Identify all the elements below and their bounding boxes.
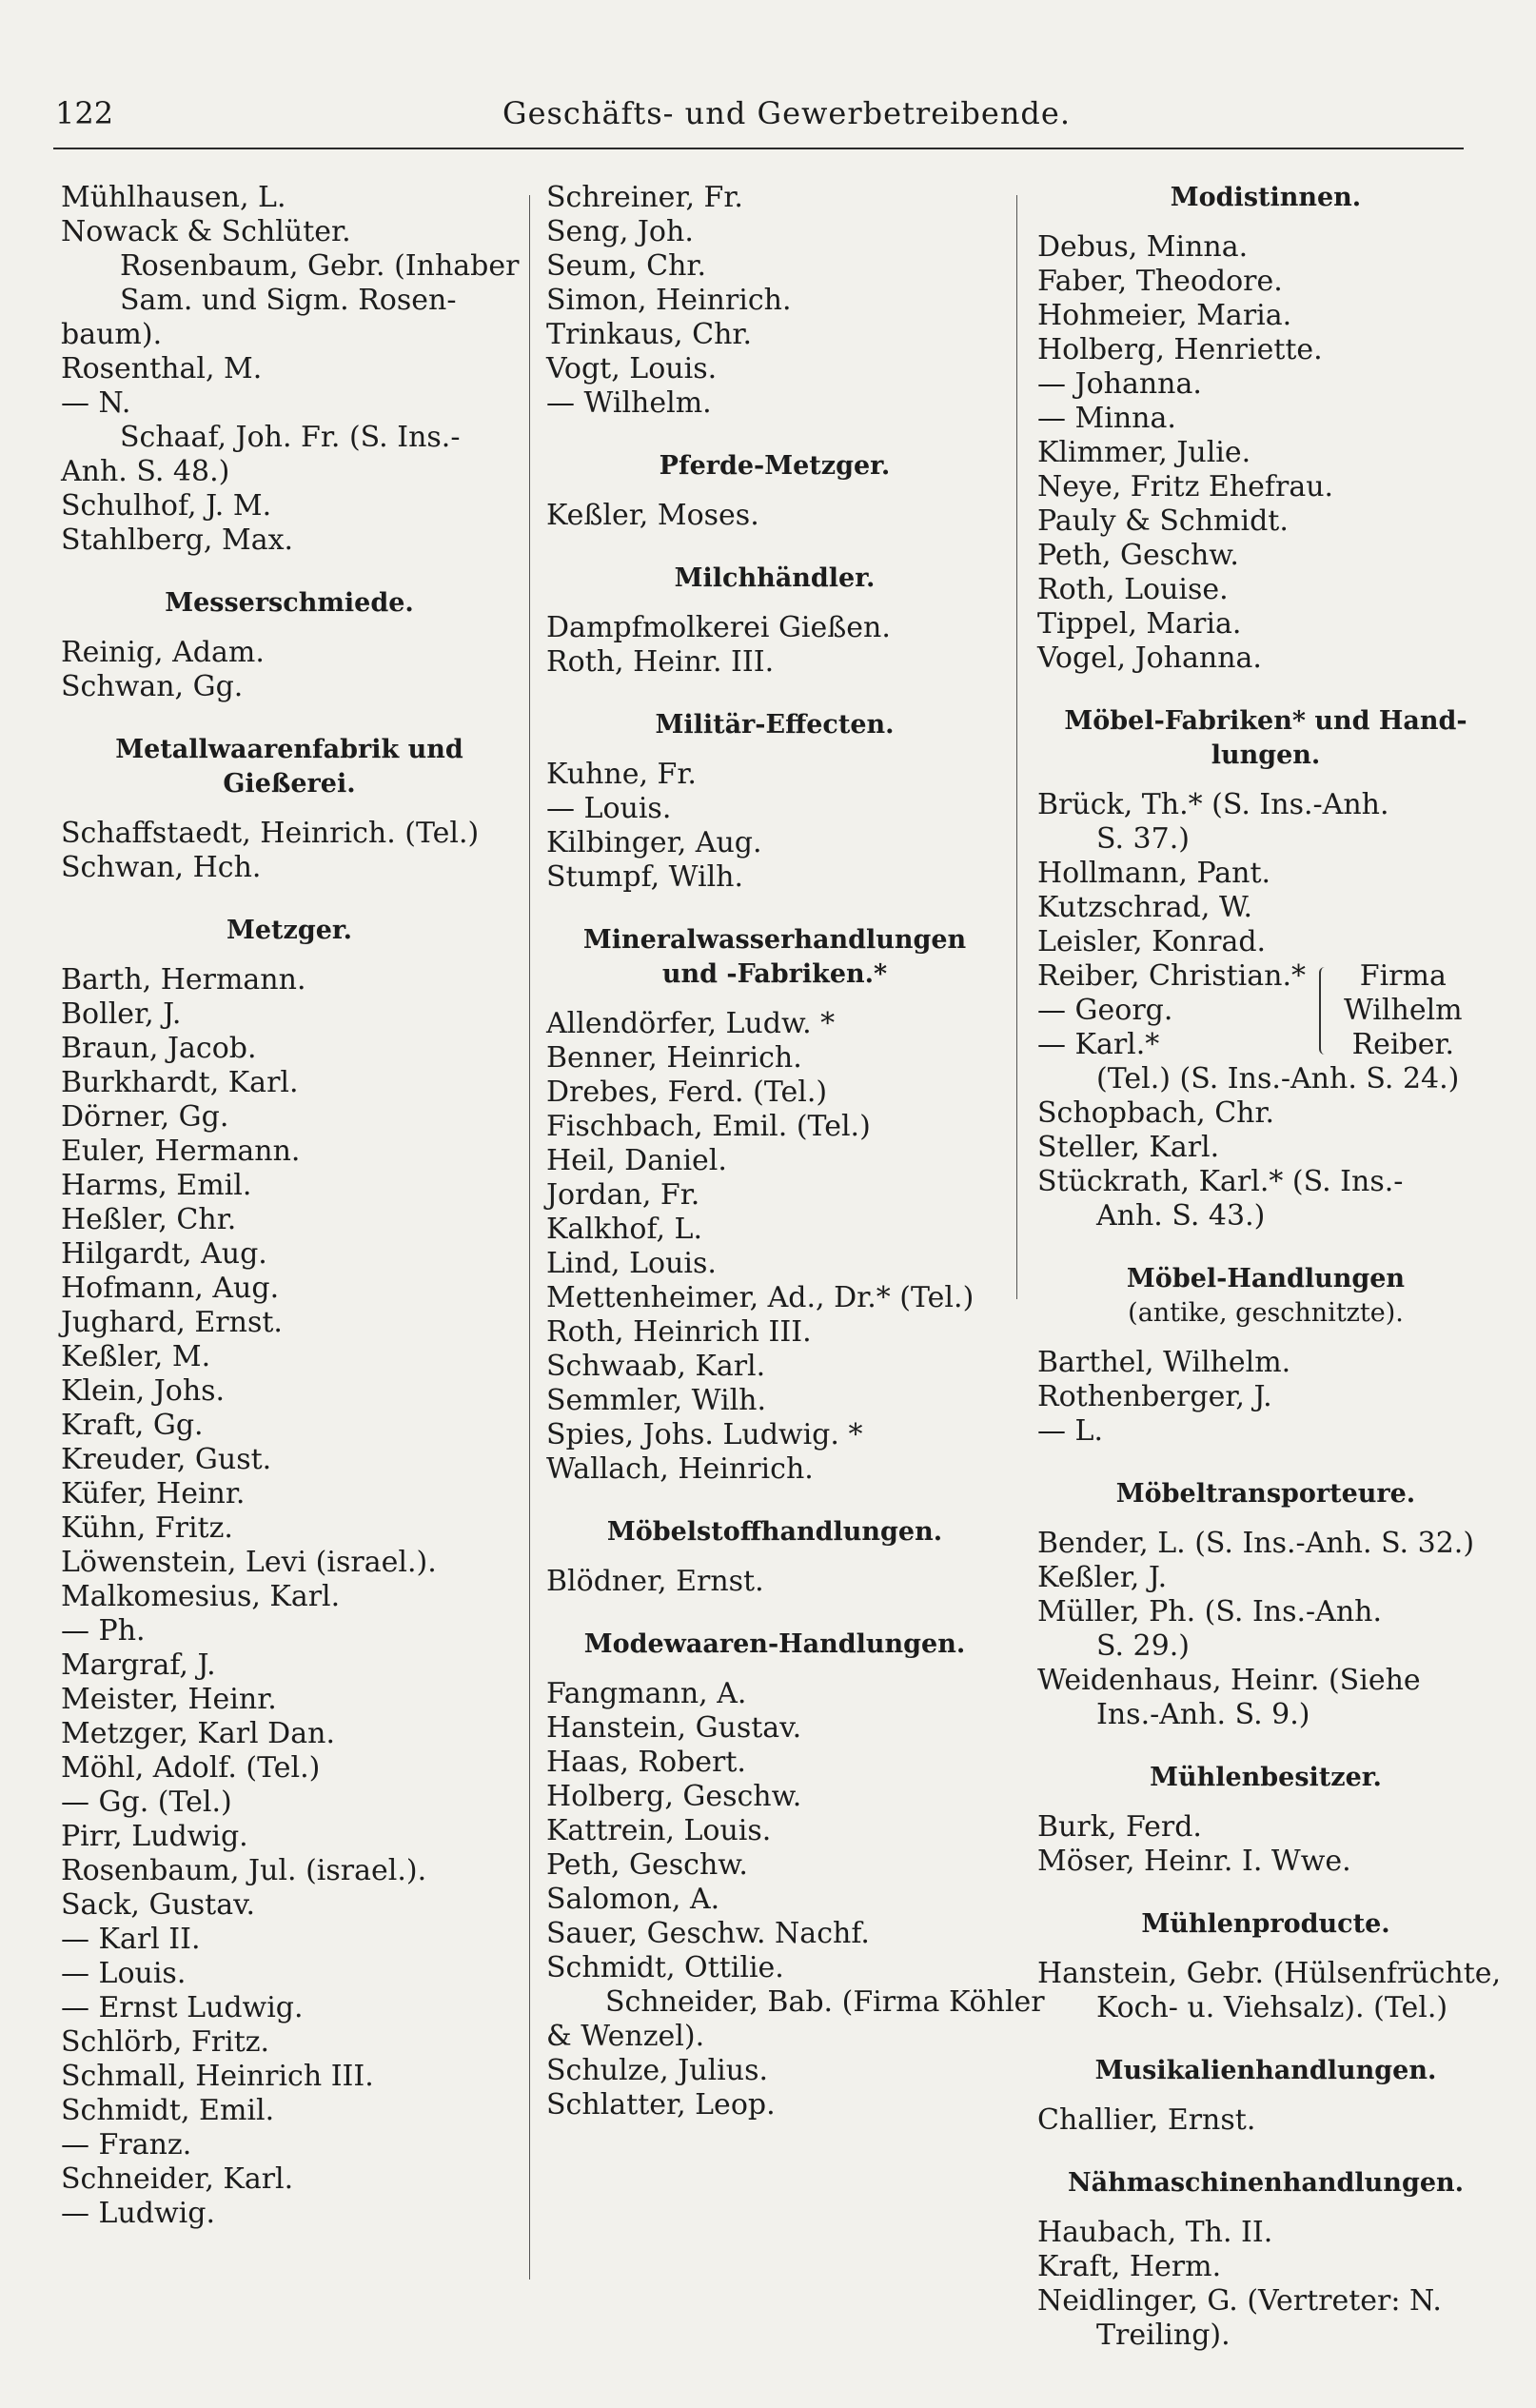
firma-reiber-note <box>1344 959 1463 1062</box>
list-item: Schlörb, Fritz. <box>61 2025 270 2059</box>
section-heading-muehlenproducte: Mühlenproducte. <box>1141 1909 1390 1939</box>
list-item: Vogel, Johanna. <box>1037 641 1262 675</box>
list-item: Kraft, Gg. <box>61 1409 204 1442</box>
section-heading-moebelfabriken: Möbel-Fabriken* und Hand- <box>1064 706 1467 736</box>
list-item: Stahlberg, Max. <box>61 523 294 557</box>
section-pferde-metzger <box>546 499 1003 533</box>
section-heading-muehlenbesitzer: Mühlenbesitzer. <box>1150 1763 1382 1792</box>
section-moebelfabriken-b <box>1037 1062 1494 1234</box>
list-item: Roth, Louise. <box>1037 573 1229 606</box>
list-item: Simon, Heinrich. <box>546 284 792 317</box>
section-heading-messerschmiede: Messerschmiede. <box>165 588 414 618</box>
list-item: Schwan, Gg. <box>61 670 244 703</box>
continued-entries <box>61 181 518 558</box>
list-item: Semmler, Wilh. <box>546 1384 767 1417</box>
list-item: Haas, Robert. <box>546 1746 746 1779</box>
list-item: Löwenstein, Levi (israel.). <box>61 1546 437 1579</box>
page-number: 122 <box>55 95 114 131</box>
list-item: Rosenbaum, Gebr. (Inhaber <box>120 249 520 283</box>
list-item: Drebes, Ferd. (Tel.) <box>546 1076 828 1109</box>
list-item: Anh. S. 48.) <box>61 455 230 488</box>
list-item: S. 37.) <box>1096 822 1190 856</box>
section-heading-mineralwasser: Mineralwasserhandlungen <box>582 925 967 955</box>
list-item: Blödner, Ernst. <box>546 1565 764 1598</box>
list-item: Hanstein, Gebr. (Hülsenfrüchte, <box>1037 1957 1502 1990</box>
list-item: Hofmann, Aug. <box>61 1272 280 1305</box>
list-item: Koch- u. Viehsalz). (Tel.) <box>1096 1991 1448 2024</box>
list-item: Möhl, Adolf. (Tel.) <box>61 1751 321 1785</box>
section-heading-modistinnen: Modistinnen. <box>1170 183 1362 212</box>
list-item: Harms, Emil. <box>61 1169 252 1202</box>
list-item: Schwan, Hch. <box>61 851 262 884</box>
list-item: Nowack & Schlüter. <box>61 215 351 248</box>
section-heading-militaer: Militär-Effecten. <box>655 710 895 740</box>
section-heading-metallwaaren: Metallwaarenfabrik und <box>115 735 463 764</box>
section-heading-pferde-metzger: Pferde-Metzger. <box>659 451 891 481</box>
section-modewaaren <box>546 1677 1045 2122</box>
list-item: Meister, Heinr. <box>61 1683 277 1716</box>
section-muehlenbesitzer <box>1037 1810 1494 1879</box>
section-heading-milchhaendler: Milchhändler. <box>674 563 876 593</box>
list-item: — Wilhelm. <box>546 386 712 420</box>
list-item: Spies, Johs. Ludwig. * <box>546 1418 863 1451</box>
list-item: Seum, Chr. <box>546 249 707 283</box>
list-item: Barthel, Wilhelm. <box>1037 1346 1291 1379</box>
list-item: — Franz. <box>61 2128 192 2161</box>
section-moebelfabriken-a <box>1037 788 1494 959</box>
list-item: Weidenhaus, Heinr. (Siehe <box>1037 1664 1421 1697</box>
section-heading-moebelfabriken-2: lungen. <box>1211 740 1321 770</box>
column-divider-2 <box>1016 195 1017 1299</box>
page-header <box>55 95 1460 139</box>
list-item: Schreiner, Fr. <box>546 181 743 214</box>
list-item: Rothenberger, J. <box>1037 1380 1272 1413</box>
list-item: Schulze, Julius. <box>546 2054 769 2087</box>
list-item: Debus, Minna. <box>1037 230 1249 264</box>
list-item: Heil, Daniel. <box>546 1144 727 1177</box>
list-item: Schneider, Karl. <box>61 2162 294 2196</box>
list-item: Malkomesius, Karl. <box>61 1580 341 1613</box>
list-item: Vogt, Louis. <box>546 352 718 385</box>
list-item: Roth, Heinrich III. <box>546 1315 812 1349</box>
list-item: Reinig, Adam. <box>61 636 265 669</box>
list-item: Reiber, Christian.* <box>1037 959 1307 993</box>
list-item: Metzger, Karl Dan. <box>61 1717 335 1750</box>
list-item: Jordan, Fr. <box>546 1178 700 1212</box>
list-item: Braun, Jacob. <box>61 1032 257 1065</box>
section-moebelhandlungen <box>1037 1346 1494 1449</box>
list-item: Roth, Heinr. III. <box>546 645 775 679</box>
list-item: Leisler, Konrad. <box>1037 925 1267 958</box>
firma-note-line: Reiber. <box>1351 1028 1455 1061</box>
section-heading-modewaaren: Modewaaren-Handlungen. <box>583 1629 966 1659</box>
section-moebelstoff <box>546 1565 1003 1599</box>
list-item: — Georg. <box>1037 994 1173 1027</box>
list-item: Peth, Geschw. <box>546 1848 748 1882</box>
list-item: Sam. und Sigm. Rosen- <box>120 284 457 317</box>
list-item: Möser, Heinr. I. Wwe. <box>1037 1845 1351 1878</box>
section-heading-moebelstoff: Möbelstoffhandlungen. <box>606 1517 943 1547</box>
list-item: Salomon, A. <box>546 1883 720 1916</box>
list-item: Kutzschrad, W. <box>1037 891 1253 924</box>
list-item: — Ernst Ludwig. <box>61 1991 304 2024</box>
list-item: Benner, Heinrich. <box>546 1041 802 1075</box>
list-item: S. 29.) <box>1096 1629 1190 1663</box>
list-item: Haubach, Th. II. <box>1037 2216 1273 2249</box>
section-mineralwasser <box>546 1007 1003 1487</box>
list-item: Sauer, Geschw. Nachf. <box>546 1917 870 1950</box>
list-item: & Wenzel). <box>546 2020 705 2053</box>
brace-mark <box>1319 967 1334 1055</box>
section-metallwaaren <box>61 817 518 885</box>
list-item: Schwaab, Karl. <box>546 1350 766 1383</box>
section-musikalien <box>1037 2103 1494 2138</box>
list-item: Boller, J. <box>61 997 182 1031</box>
list-item: Pirr, Ludwig. <box>61 1820 248 1853</box>
section-heading-moebeltransporteure: Möbeltransporteure. <box>1115 1479 1416 1509</box>
list-item: Hilgardt, Aug. <box>61 1237 267 1271</box>
list-item: Euler, Hermann. <box>61 1135 301 1168</box>
continued-entries-2 <box>546 181 1003 421</box>
list-item: Fischbach, Emil. (Tel.) <box>546 1110 871 1143</box>
firma-reiber-group <box>1037 959 1494 1062</box>
list-item: Kühn, Fritz. <box>61 1511 233 1545</box>
list-item: Schlatter, Leop. <box>546 2088 776 2122</box>
list-item: Schulhof, J. M. <box>61 489 272 523</box>
list-item: Stumpf, Wilh. <box>546 860 744 894</box>
list-item: Sack, Gustav. <box>61 1888 256 1922</box>
list-item: Anh. S. 43.) <box>1096 1199 1266 1233</box>
section-metzger <box>61 963 518 2231</box>
list-item: — Ph. <box>61 1614 146 1648</box>
list-item: Challier, Ernst. <box>1037 2103 1256 2137</box>
section-militaer <box>546 758 1003 895</box>
list-item: Bender, L. (S. Ins.-Anh. S. 32.) <box>1037 1527 1475 1560</box>
list-item: Fangmann, A. <box>546 1677 747 1710</box>
list-item: Kuhne, Fr. <box>546 758 697 791</box>
list-item: — Minna. <box>1037 402 1176 435</box>
section-heading-mineralwasser-2: und -Fabriken.* <box>661 959 888 989</box>
column-2 <box>546 181 1045 2122</box>
list-item: Pauly & Schmidt. <box>1037 504 1289 538</box>
list-item: Schmidt, Ottilie. <box>546 1951 784 1984</box>
list-item: Barth, Hermann. <box>61 963 306 997</box>
list-item: Jughard, Ernst. <box>61 1306 283 1339</box>
list-item: Küfer, Heinr. <box>61 1477 246 1510</box>
list-item: Schneider, Bab. (Firma Köhler <box>605 1985 1045 2019</box>
list-item: — Karl II. <box>61 1923 201 1956</box>
list-item: Trinkaus, Chr. <box>546 318 752 351</box>
list-item: Mühlhausen, L. <box>61 181 286 214</box>
list-item: Mettenheimer, Ad., Dr.* (Tel.) <box>546 1281 975 1314</box>
list-item: Seng, Joh. <box>546 215 694 248</box>
list-item: Tippel, Maria. <box>1037 607 1242 641</box>
list-item: Rosenbaum, Jul. (israel.). <box>61 1854 427 1887</box>
firma-note-line: Firma <box>1359 959 1447 993</box>
list-item: — N. <box>61 386 131 420</box>
column-1 <box>61 181 518 2231</box>
list-item: — Johanna. <box>1037 367 1202 401</box>
list-item: Dörner, Gg. <box>61 1100 229 1134</box>
list-item: Kalkhof, L. <box>546 1213 703 1246</box>
list-item: Schopbach, Chr. <box>1037 1096 1275 1130</box>
section-messerschmiede <box>61 636 518 704</box>
section-modistinnen <box>1037 230 1494 676</box>
list-item: Lind, Louis. <box>546 1247 717 1280</box>
list-item: Kilbinger, Aug. <box>546 826 762 859</box>
list-item: Dampfmolkerei Gießen. <box>546 611 891 644</box>
list-item: — Gg. (Tel.) <box>61 1786 232 1819</box>
list-item: — Louis. <box>61 1957 187 1990</box>
list-item: Keßler, J. <box>1037 1561 1168 1594</box>
list-item: Wallach, Heinrich. <box>546 1452 814 1486</box>
list-item: Holberg, Geschw. <box>546 1780 802 1813</box>
list-item: Margraf, J. <box>61 1648 216 1682</box>
list-item: Rosenthal, M. <box>61 352 263 385</box>
section-naehmaschinen <box>1037 2216 1494 2353</box>
list-item: Brück, Th.* (S. Ins.-Anh. <box>1037 788 1389 821</box>
list-item: Heßler, Chr. <box>61 1203 237 1236</box>
list-item: Burkhardt, Karl. <box>61 1066 299 1099</box>
list-item: Neidlinger, G. (Vertreter: N. <box>1037 2284 1442 2318</box>
list-item: — Ludwig. <box>61 2197 215 2230</box>
section-heading-metzger: Metzger. <box>226 916 353 945</box>
list-item: Treiling). <box>1096 2319 1231 2352</box>
list-item: Holberg, Henriette. <box>1037 333 1323 366</box>
section-heading-naehmaschinen: Nähmaschinenhandlungen. <box>1067 2168 1465 2198</box>
list-item: — L. <box>1037 1414 1103 1448</box>
list-item: Keßler, M. <box>61 1340 211 1373</box>
section-heading-metallwaaren-2: Gießerei. <box>223 769 356 799</box>
list-item: Klimmer, Julie. <box>1037 436 1251 469</box>
list-item: Klein, Johs. <box>61 1374 226 1408</box>
section-milchhaendler <box>546 611 1003 680</box>
running-title: Geschäfts- und Gewerbetreibende. <box>502 95 1072 131</box>
list-item: Schaffstaedt, Heinrich. (Tel.) <box>61 817 480 850</box>
column-divider-1 <box>529 195 530 2280</box>
list-item: Ins.-Anh. S. 9.) <box>1096 1698 1310 1731</box>
list-item: Hollmann, Pant. <box>1037 857 1271 890</box>
list-item: baum). <box>61 318 163 351</box>
list-item: Schmidt, Emil. <box>61 2094 275 2127</box>
list-item: Schmall, Heinrich III. <box>61 2060 374 2093</box>
list-item: Peth, Geschw. <box>1037 539 1239 572</box>
list-item: Stückrath, Karl.* (S. Ins.- <box>1037 1165 1404 1198</box>
list-item: Kreuder, Gust. <box>61 1443 272 1476</box>
list-item: Steller, Karl. <box>1037 1131 1220 1164</box>
section-heading-musikalien: Musikalienhandlungen. <box>1094 2056 1437 2085</box>
header-rule <box>53 148 1464 149</box>
list-item: — Karl.* <box>1037 1028 1160 1061</box>
firma-note-line: Wilhelm <box>1344 994 1463 1027</box>
section-muehlenproducte <box>1037 1957 1502 2025</box>
column-3 <box>1037 181 1502 2353</box>
list-item: (Tel.) (S. Ins.-Anh. S. 24.) <box>1096 1062 1460 1095</box>
list-item: Burk, Ferd. <box>1037 1810 1202 1844</box>
list-item: Keßler, Moses. <box>546 499 759 532</box>
list-item: Faber, Theodore. <box>1037 265 1283 298</box>
list-item: — Louis. <box>546 792 672 825</box>
list-item: Müller, Ph. (S. Ins.-Anh. <box>1037 1595 1383 1628</box>
list-item: Kattrein, Louis. <box>546 1814 772 1847</box>
section-heading-moebelhandlungen: Möbel-Handlungen <box>1126 1264 1406 1293</box>
list-item: Allendörfer, Ludw. * <box>546 1007 836 1040</box>
list-item: Schaaf, Joh. Fr. (S. Ins.- <box>120 421 461 454</box>
section-heading-moebelhandlungen-2: (antike, geschnitzte). <box>1128 1298 1404 1328</box>
list-item: Kraft, Herm. <box>1037 2250 1222 2283</box>
list-item: Neye, Fritz Ehefrau. <box>1037 470 1334 503</box>
list-item: Hanstein, Gustav. <box>546 1711 802 1745</box>
section-moebeltransporteure <box>1037 1527 1494 1732</box>
list-item: Hohmeier, Maria. <box>1037 299 1292 332</box>
